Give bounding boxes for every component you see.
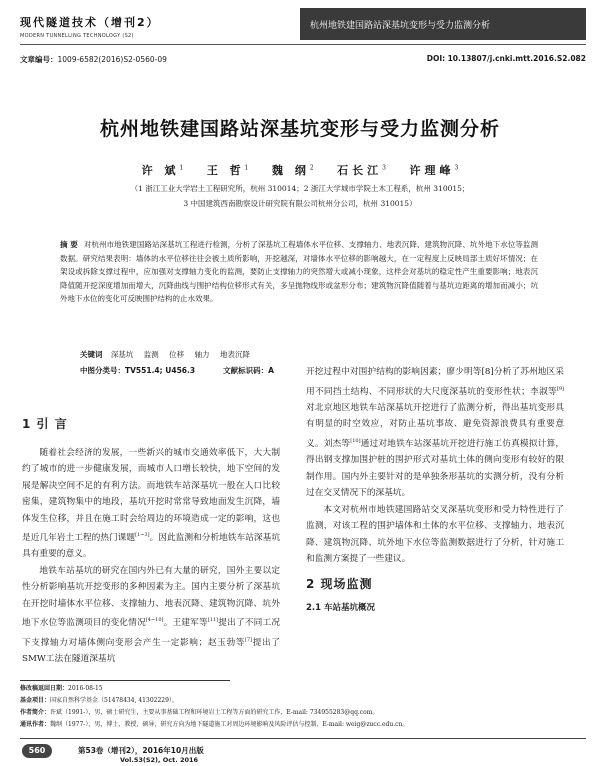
affiliation-line: 3 中国建筑西南勘察设计研究院有限公司杭州分公司，杭州 310015）: [183, 199, 417, 208]
article-number-value: 1009-6582(2016)S2-0560-09: [57, 55, 167, 64]
keyword: 位移: [169, 350, 185, 359]
article-number-label: 文章编号：: [20, 55, 58, 64]
doi-value[interactable]: 10.13807/j.cnki.mtt.2016.S2.082: [447, 54, 586, 63]
keyword: 轴力: [194, 350, 210, 359]
body-column-left: [22, 398, 280, 668]
clc-label: 中图分类号：: [80, 366, 125, 375]
citation[interactable]: [1~3]: [135, 532, 150, 538]
keywords-label: 关键词: [80, 350, 103, 359]
subsection-heading: 2.1 车站基坑概况: [306, 603, 376, 614]
author: 许 斌: [141, 164, 180, 177]
keywords: [80, 349, 258, 360]
footnote-divider: [20, 680, 230, 681]
footnote-corresponding: 通讯作者：魏纲（1977-），男，博士，教授，硕导，研究方向为地下隧道施工对周边环境影响及风险评估与控制，E-mail: weig@zucc.edu.cn。: [20, 721, 409, 728]
keyword: 深基坑: [110, 350, 134, 359]
page-number: 560: [22, 744, 52, 758]
author: 许理峰: [409, 164, 455, 177]
doi[interactable]: [427, 54, 586, 63]
volume-cn: 第53卷（增刊2），2016年10月出版: [78, 746, 204, 755]
citation[interactable]: [9]: [556, 385, 564, 392]
footnote-fund: 基金项目：国家自然科学基金（51478434, 41302229）。: [20, 697, 178, 704]
volume-en: Vol.53(S2), Oct. 2016: [120, 756, 199, 764]
section-heading: 2 现场监测: [306, 576, 373, 591]
journal-title-en: MODERN TUNNELLING TECHNOLOGY (S2): [20, 33, 134, 39]
abstract-label: 摘 要: [60, 240, 78, 249]
doi-label: DOI:: [426, 54, 446, 63]
clc-value: TV551.4; U456.3: [125, 366, 196, 375]
citation[interactable]: [10]: [350, 437, 361, 444]
author: 石长江: [337, 164, 383, 177]
article-number: [20, 54, 167, 65]
paper-title: 杭州地铁建国路站深基坑变形与受力监测分析: [99, 118, 500, 140]
running-title: 杭州地铁建国路站深基坑变形与受力监测分析: [300, 8, 586, 40]
affiliation-line: （1 浙江工业大学岩土工程研究所，杭州 310014；2 浙江大学城市学院土木工程系，杭州 310015；: [130, 184, 470, 193]
paragraph: 开挖过程中对围护结构的影响因素；廖少明等[8]分析了苏州地区采用不同挡土结构、不同形状的大尺度深基坑的变形性状；李淑等[9]对北京地区地铁车站深基坑开挖进行了监测分析，得出基坑变形具有明显的时空效应，对防止基坑事故、避免资源浪费具有重要意义。刘杰等[10]通过对地铁车站深基坑开挖进行施工仿真模拟计算，得出钢支撑加围护桩的围护形式对基坑土体的侧向变形有较好的限制作用。国内外主要针对的是单独条形基坑的实测分析，没有分析过在交叉情况下的深基坑。: [306, 367, 565, 499]
body-column-right: [306, 364, 564, 617]
paragraph: 地铁车站基坑的研究在国内外已有大量的研究，国外主要以定性分析影响基坑开挖变形的多种因素为主。国内主要分析了深基坑在开挖时墙体水平位移、支撑轴力、地表沉降、建筑物沉降、坑外地下水位等监测项目的变化情况[4~10]。王建军等[11]提出了不同工况下支撑轴力对墙体侧向变形会产生一定影响；赵玉勃等[7]提出了SMW工法在隧道深基坑: [22, 565, 281, 665]
journal-title-cn: 现代隧道技术（增刊2）: [20, 16, 160, 29]
journal-header: [20, 14, 160, 39]
doc-code-value: A: [268, 366, 274, 375]
doc-code-label: 文献标识码：: [223, 366, 269, 375]
author-list: 许 斌$^1$ 王 哲$^1$ 魏 纲$^2$ 石长江$^3$ 许理峰$^3$: [141, 164, 459, 177]
section-heading: 1 引 言: [22, 417, 68, 431]
paragraph: 本文对杭州市地铁建国路站交叉深基坑变形和受力特性进行了监测，对该工程的围护墙体和土体的水平位移、支撑轴力、地表沉降、建筑物沉降、坑外地下水位等监测数据进行了分析，针对施工和监测方案提了一些建议。: [306, 504, 564, 565]
keyword: 监测: [143, 350, 159, 359]
author: 魏 纲: [272, 164, 310, 177]
author: 王 哲: [206, 164, 245, 177]
citation[interactable]: [7]: [245, 636, 253, 643]
footnote-author: 作者简介：许斌（1991-），男，硕士研究生，主要从事基础工程和环境岩土工程等方面的研究工作，E-mail: 734955283@qq.com。: [20, 709, 379, 716]
paragraph: 随着社会经济的发展，一些新兴的城市交通效率低下，大大制约了城市的进一步健康发展，而城市人口增长较快，地下空间的发展是解决空间不足的有利方法。而地铁车站深基坑一般在人口比较密集，建筑物集中的地段，基坑开挖时常常导致地面发生沉降，墙体发生位移，并且在施工时会给周边的环境造成一定的影响，这也是近几年岩土工程的热门课题[1~3]。因此监测和分析地铁车站深基坑具有重要的意义。: [22, 447, 281, 560]
abstract-text: 对杭州市地铁建国路站深基坑工程进行检测，分析了深基坑工程墙体水平位移、支撑轴力、地表沉降、建筑物沉降、坑外地下水位等监测数据。研究结果表明：墙体的水平位移往往会被土质所影响，开挖越深，对墙体水平位移的影响越大，在一定程度上反映局部土质好坏情况；在架设或拆除支撑过程中，应加强对支撑轴力变化的监测，要防止支撑轴力的突然增大或减小现象，这样会对基坑的稳定性产生重要影响；地表沉降值随开挖深度增加而增大，沉降曲线与围护结构位移形式有关，多呈抛物线形或盆形分布；建筑物沉降值随着与基坑边距离的增加而减小；坑外地下水位的变化可反映围护结构的止水效果。: [60, 240, 538, 303]
citation[interactable]: [11]: [207, 617, 219, 624]
classification: [80, 365, 274, 376]
citation[interactable]: [4~10]: [145, 617, 164, 624]
footer-divider: [20, 738, 586, 739]
footnote-received: 修改稿返回日期：2016-08-15: [20, 685, 103, 692]
keyword: 地表沉降: [219, 350, 250, 359]
abstract: [60, 238, 538, 306]
header-divider: [20, 44, 586, 45]
